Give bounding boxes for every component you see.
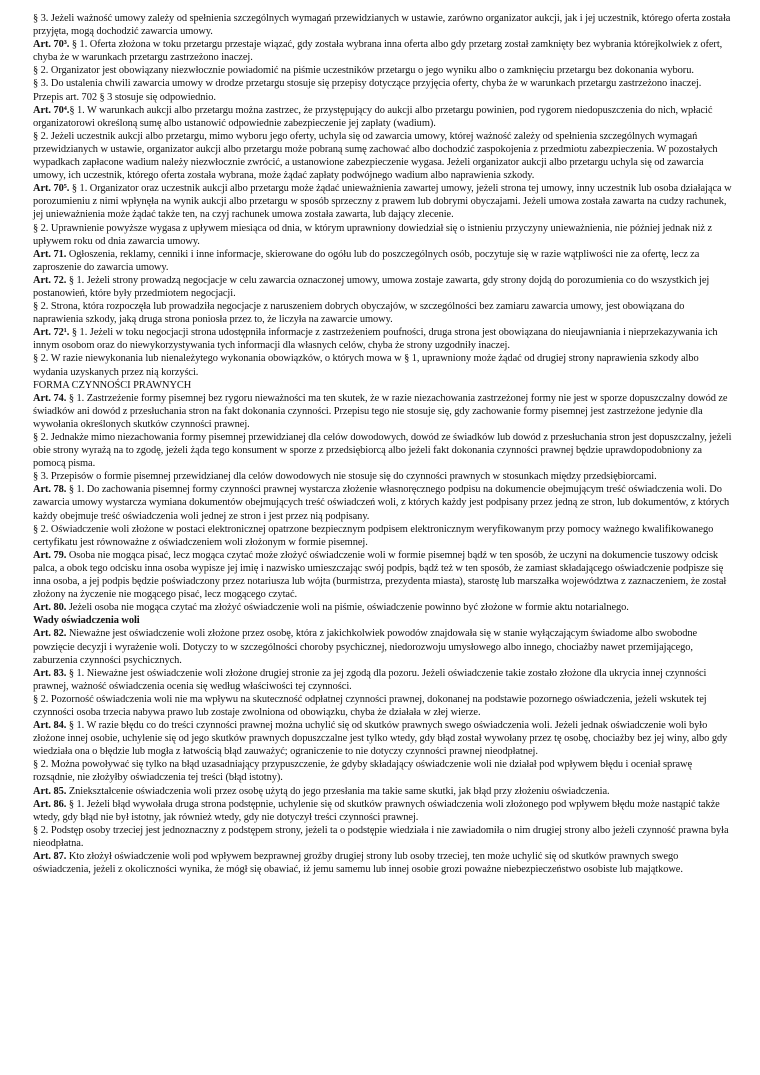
paragraph-art72-s2: § 2. Strona, która rozpoczęła lub prowadziła negocjacje z naruszeniem dobrych obyczajów, w szczególności bez zamiaru zawarcia umowy, jest obowiązana do naprawienia szkody, jaką druga strona poniosła przez to, że liczyła na zawarcie umowy.	[33, 301, 685, 326]
article-number: Art. 70⁴.	[33, 104, 70, 116]
paragraph-art70-5-s1: Art. 70⁵. § 1. Organizator oraz uczestnik aukcji albo przetargu może żądać unieważnienia zawartej umowy, jeżeli strona tej umowy, inny uczestnik lub osoba działająca w porozumieniu z nimi wpłynęła na wynik aukcji albo przetargu w sposób sprzeczny z prawem lub dobrymi obyczajami. Jeżeli umowa została zawarta na cudzy rachunek, jej unieważnienia może żądać także ten, na czyj rachunek umowa została zawarta, lub dający zlecenie.	[33, 183, 732, 221]
article-number: Art. 87.	[33, 851, 67, 862]
paragraph-art86-s2: § 2. Podstęp osoby trzeciej jest jednoznaczny z podstępem strony, jeżeli ta o podstępie wiedziała i nie zawiadomiła o nim drugiej strony albo jeżeli czynność prawna była nieodpłatna.	[33, 824, 729, 849]
paragraph-art71: Art. 71. Ogłoszenia, reklamy, cenniki i inne informacje, skierowane do ogółu lub do poszczególnych osób, poczytuje się w razie wątpliwości nie za ofertę, lecz za zaproszenie do zawarcia umowy.	[33, 248, 700, 273]
paragraph-art70-4-s2: § 2. Jeżeli uczestnik aukcji albo przetargu, mimo wyboru jego oferty, uchyla się od zawarcia umowy, której ważność zależy od spełnienia szczególnych wymagań przewidzianych w ustawie, organizator aukcji albo przetargu może pobraną sumę zachować albo dochodzić zaspokojenia z przedmiotu zabezpieczenia. W pozostałych wypadkach zapłacone wadium należy niezwłocznie zwrócić, a ustanowione zabezpieczenie wygasa. Jeżeli organizator aukcji albo przetargu uchyla się od zawarcia umowy, ich uczestnik, którego oferta została wybrana, może żądać zapłaty podwójnego wadium albo naprawienia szkody.	[33, 130, 718, 182]
section-heading-wady: Wady oświadczenia woli	[33, 615, 140, 627]
paragraph-art70-2-s3: § 3. Jeżeli ważność umowy zależy od spełnienia szczególnych wymagań przewidzianych w ustawie, zarówno organizator aukcji, jak i jej uczestnik, którego oferta została przyjęta, mogą dochodzić zawarcia umowy.	[33, 13, 731, 38]
paragraph-art70-5-s2: § 2. Uprawnienie powyższe wygasa z upływem miesiąca od dnia, w którym uprawniony dowiedział się o istnieniu przyczyny unieważnienia, nie później jednak niż z upływem roku od dnia zawarcia umowy.	[33, 222, 713, 247]
article-number: Art. 70⁵.	[33, 183, 70, 195]
article-number: Art. 71.	[33, 248, 67, 260]
article-number: Art. 86.	[33, 798, 67, 810]
paragraph-art72-s1: Art. 72. § 1. Jeżeli strony prowadzą negocjacje w celu zawarcia oznaczonej umowy, umowa zostaje zawarta, gdy strony dojdą do porozumienia co do wszystkich jej postanowień, które były przedmiotem negocjacji.	[33, 274, 710, 299]
paragraph-art83-s2: § 2. Pozorność oświadczenia woli nie ma wpływu na skuteczność odpłatnej czynności prawnej, dokonanej na podstawie pozornego oświadczenia, jeżeli wskutek tej czynności osoba trzecia nabywa prawo lub zostaje zwolniona od obowiązku, chyba że działała w złej wierze.	[33, 693, 707, 718]
paragraph-art74-s3: § 3. Przepisów o formie pisemnej przewidzianej dla celów dowodowych nie stosuje się do czynności prawnych w stosunkach między przedsiębiorcami.	[33, 471, 657, 483]
article-number: Art. 84.	[33, 720, 67, 732]
article-number: Art. 80.	[33, 602, 67, 614]
paragraph-art78-s2: § 2. Oświadczenie woli złożone w postaci elektronicznej opatrzone bezpiecznym podpisem elektronicznym weryfikowanym przy pomocy ważnego kwalifikowanego certyfikatu jest równoważne z oświadczeniem woli złożonym w formie pisemnej.	[33, 523, 714, 548]
article-number: Art. 82.	[33, 628, 67, 640]
article-number: Art. 78.	[33, 484, 67, 496]
paragraph-art74-s2: § 2. Jednakże mimo niezachowania formy pisemnej przewidzianej dla celów dowodowych, dowód ze świadków lub dowód z przesłuchania stron jest dopuszczalny, jeżeli obie strony wyrażą na to zgodę, jeżeli żąda tego konsument w sporze z przedsiębiorcą albo jeżeli fakt dokonania czynności prawnej będzie uprawdopodobniony za pomocą pisma.	[33, 432, 732, 470]
article-number: Art. 79.	[33, 549, 67, 561]
paragraph-art79: Art. 79. Osoba nie mogąca pisać, lecz mogąca czytać może złożyć oświadczenie woli w formie pisemnej bądź w ten sposób, że uczyni na dokumencie tuszowy odcisk palca, a obok tego odcisku inna osoba wypisze jej imię i nazwisko umieszczając swój podpis, bądź też w ten sposób, że zamiast składającego oświadczenie podpisze się inna osoba, a jej podpis będzie poświadczony przez notariusza lub wójta (burmistrza, prezydenta miasta), starostę lub marszałka województwa z zaznaczeniem, że został złożony na życzenie nie mogącego pisać, lecz mogącego czytać.	[33, 549, 727, 601]
section-heading-forma: FORMA CZYNNOŚCI PRAWNYCH	[33, 379, 192, 391]
paragraph-art86-s1: Art. 86. § 1. Jeżeli błąd wywołała druga strona podstępnie, uchylenie się od skutków prawnych oświadczenia woli złożonego pod wpływem błędu może nastąpić także wtedy, gdy błąd nie był istotny, jak również wtedy, gdy nie dotyczył treści czynności prawnej.	[33, 798, 720, 823]
paragraph-art83-s1: Art. 83. § 1. Nieważne jest oświadczenie woli złożone drugiej stronie za jej zgodą dla pozoru. Jeżeli oświadczenie takie zostało złożone dla ukrycia innej czynności prawnej, ważność oświadczenia ocenia się według właściwości tej czynności.	[33, 667, 707, 692]
paragraph-art72-1-s2: § 2. W razie niewykonania lub nienależytego wykonania obowiązków, o których mowa w § 1, uprawniony może żądać od drugiej strony naprawienia szkody albo wydania uzyskanych przez nią korzyści.	[33, 353, 699, 378]
article-number: Art. 70³.	[33, 39, 70, 51]
paragraph-art78-s1: Art. 78. § 1. Do zachowania pisemnej formy czynności prawnej wystarcza złożenie własnoręcznego podpisu na dokumencie obejmującym treść oświadczenia woli. Do zawarcia umowy wystarcza wymiana dokumentów obejmujących treść oświadczeń woli, z których każdy jest podpisany przez jedną ze stron, lub dokumentów, z których każdy obejmuje treść oświadczenia woli jednej ze stron i jest przez nią podpisany.	[33, 484, 730, 522]
paragraph-art80: Art. 80. Jeżeli osoba nie mogąca czytać ma złożyć oświadczenie woli na piśmie, oświadczenie powinno być złożone w formie aktu notarialnego.	[33, 602, 629, 614]
article-number: Art. 72¹.	[33, 327, 70, 339]
paragraph-art70-3-s3: § 3. Do ustalenia chwili zawarcia umowy w drodze przetargu stosuje się przepisy dotyczące przyjęcia oferty, chyba że w warunkach przetargu zastrzeżono inaczej. Przepis art. 702 § 3 stosuje się odpowiednio.	[33, 78, 702, 103]
paragraph-art70-3-s2: § 2. Organizator jest obowiązany niezwłocznie powiadomić na piśmie uczestników przetargu o jego wyniku albo o zamknięciu przetargu bez dokonania wyboru.	[33, 65, 694, 77]
paragraph-art70-4-s1: Art. 70⁴.§ 1. W warunkach aukcji albo przetargu można zastrzec, że przystępujący do aukcji albo przetargu powinien, pod rygorem niedopuszczenia do nich, wpłacić organizatorowi określoną sumę albo ustanowić odpowiednie zabezpieczenie jej zapłaty (wadium).	[33, 104, 713, 129]
article-number: Art. 72.	[33, 274, 67, 286]
paragraph-art70-3-s1: Art. 70³. § 1. Oferta złożona w toku przetargu przestaje wiązać, gdy została wybrana inna oferta albo gdy przetarg został zamknięty bez wybrania którejkolwiek z ofert, chyba że w warunkach przetargu zastrzeżono inaczej.	[33, 39, 723, 64]
paragraph-art87: Art. 87. Kto złożył oświadczenie woli pod wpływem bezprawnej groźby drugiej strony lub osoby trzeciej, ten może uchylić się od skutków prawnych swego oświadczenia, jeżeli z okoliczności wynika, że mógł się obawiać, iż jemu samemu lub innej osobie grozi poważne niebezpieczeństwo osobiste lub majątkowe.	[33, 851, 683, 876]
paragraph-art84-s1: Art. 84. § 1. W razie błędu co do treści czynności prawnej można uchylić się od skutków prawnych swego oświadczenia woli. Jeżeli jednak oświadczenie woli było złożone innej osobie, uchylenie się od jego skutków prawnych dopuszczalne jest tylko wtedy, gdy błąd został wywołany przez tę osobę, chociażby bez jej winy, albo gdy wiedziała ona o błędzie lub mogła z łatwością błąd zauważyć; ograniczenie to nie dotyczy czynności prawnej nieodpłatnej.	[33, 720, 728, 758]
article-number: Art. 83.	[33, 667, 67, 679]
paragraph-art74-s1: Art. 74. § 1. Zastrzeżenie formy pisemnej bez rygoru nieważności ma ten skutek, że w razie niezachowania zastrzeżonej formy nie jest w sporze dopuszczalny dowód ze świadków ani dowód z przesłuchania stron na fakt dokonania czynności. Przepisu tego nie stosuje się, gdy zachowanie formy pisemnej jest zastrzeżone jedynie dla wywołania określonych skutków czynności prawnej.	[33, 392, 728, 430]
paragraph-art84-s2: § 2. Można powoływać się tylko na błąd uzasadniający przypuszczenie, że gdyby składający oświadczenie woli nie działał pod wpływem błędu i oceniał sprawę rozsądnie, nie złożyłby oświadczenia tej treści (błąd istotny).	[33, 759, 693, 784]
paragraph-art85: Art. 85. Zniekształcenie oświadczenia woli przez osobę użytą do jego przesłania ma takie same skutki, jak błąd przy złożeniu oświadczenia.	[33, 785, 610, 797]
paragraph-art82: Art. 82. Nieważne jest oświadczenie woli złożone przez osobę, która z jakichkolwiek powodów znajdowała się w stanie wyłączającym świadome albo swobodne powzięcie decyzji i wyrażenie woli. Dotyczy to w szczególności choroby psychicznej, niedorozwoju umysłowego albo innego, chociażby nawet przemijającego, zaburzenia czynności psychicznych.	[33, 628, 698, 666]
paragraph-art72-1-s1: Art. 72¹. § 1. Jeżeli w toku negocjacji strona udostępniła informacje z zastrzeżeniem poufności, druga strona jest obowiązana do nieujawniania i nieprzekazywania ich innym osobom oraz do niewykorzystywania tych informacji dla własnych celów, chyba że strony uzgodniły inaczej.	[33, 327, 718, 352]
article-number: Art. 85.	[33, 785, 67, 797]
article-number: Art. 74.	[33, 392, 67, 404]
